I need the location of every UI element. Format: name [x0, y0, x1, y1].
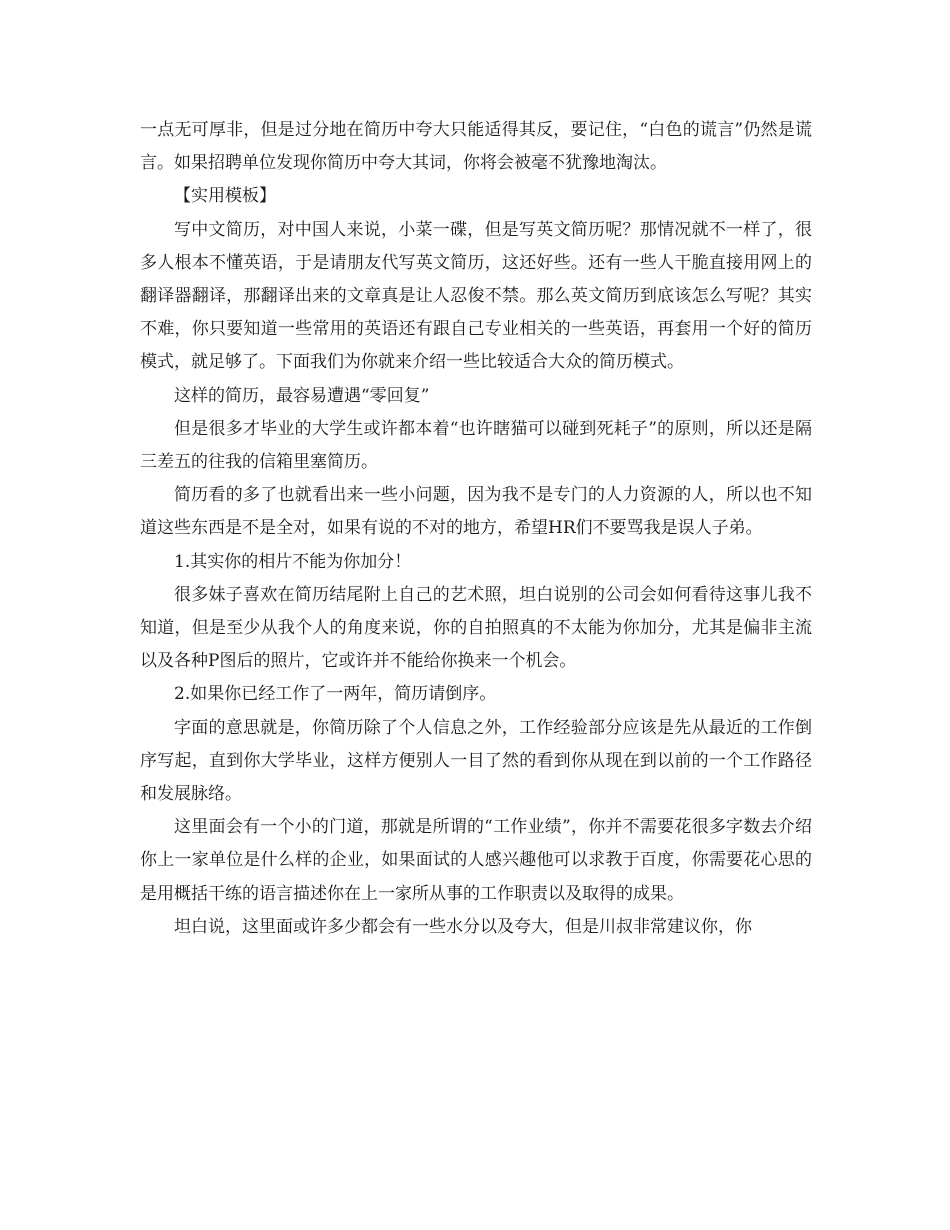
list-heading-1: 1.其实你的相片不能为你加分！: [174, 551, 412, 572]
paragraph-truncated: 坦白说，这里面或许多少都会有一些水分以及夸大，但是川叔非常建议你，你: [174, 916, 752, 937]
paragraph: 这样的简历，最容易遭遇“零回复”: [174, 385, 430, 406]
paragraph: 写中文简历，对中国人来说，小菜一碟，但是写英文简历呢？那情况就不一样了，很多人根本不懂英语，于是请朋友代写英文简历，这还好些。还有一些人干脆直接用网上的翻译器翻译，那翻译出来的文章真是让人忍俊不禁。那么英文简历到底该怎么写呢？其实不难，你只要知道一些常用的英语还有跟自己专业相关的一些英语，再套用一个好的简历模式，就足够了。下面我们为你就来介绍一些比较适合大众的简历模式。: [140, 219, 812, 373]
paragraph: 这里面会有一个小的门道，那就是所谓的“工作业绩”，你并不需要花很多字数去介绍你上一家单位是什么样的企业，如果面试的人感兴趣他可以求教于百度，你需要花心思的是用概括干练的语言描述你在上一家所从事的工作职责以及取得的成果。: [140, 817, 812, 904]
paragraph: 简历看的多了也就看出来一些小问题，因为我不是专门的人力资源的人，所以也不知道这些东西是不是全对，如果有说的不对的地方，希望HR们不要骂我是误人子弟。: [140, 485, 812, 539]
paragraph: 但是很多才毕业的大学生或许都本着“也许瞎猫可以碰到死耗子”的原则，所以还是隔三差五的往我的信箱里塞简历。: [140, 418, 812, 473]
document-page: [140, 114, 812, 944]
list-heading-2: 2.如果你已经工作了一两年，简历请倒序。: [174, 684, 497, 705]
paragraph: 很多妹子喜欢在简历结尾附上自己的艺术照，坦白说别的公司会如何看待这事儿我不知道，但是至少从我个人的角度来说，你的自拍照真的不太能为你加分，尤其是偏非主流以及各种P图后的照片，它或许并不能给你换来一个机会。: [140, 584, 812, 672]
paragraph: 字面的意思就是，你简历除了个人信息之外，工作经验部分应该是先从最近的工作倒序写起，直到你大学毕业，这样方便别人一目了然的看到你从现在到以前的一个工作路径和发展脉络。: [140, 717, 812, 805]
paragraph-continuation: 一点无可厚非，但是过分地在简历中夸大只能适得其反，要记住，“白色的谎言”仍然是谎言。如果招聘单位发现你简历中夸大其词，你将会被毫不犹豫地淘汰。: [140, 120, 812, 174]
section-heading-templates: 【实用模板】: [174, 186, 276, 207]
